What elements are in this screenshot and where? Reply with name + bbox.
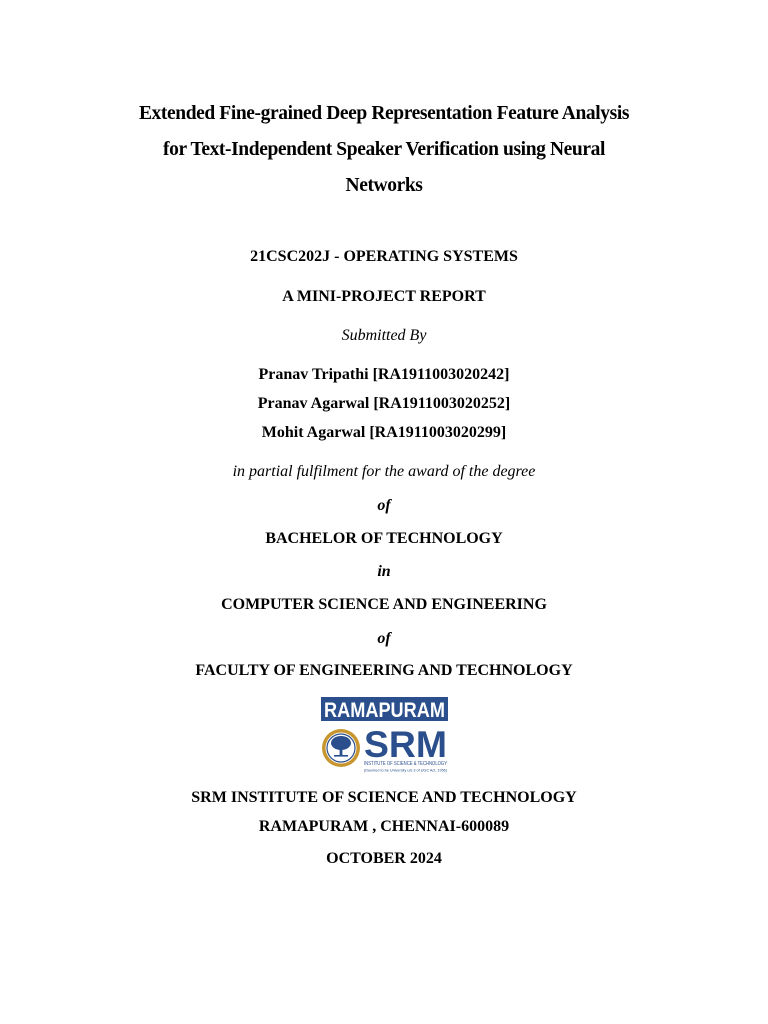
logo-banner-text: RAMAPURAM [324, 699, 445, 722]
of-word-1: of [377, 497, 391, 514]
title-line-2: for Text-Independent Speaker Verification using Neural [163, 139, 605, 160]
srm-logo-graphic [321, 697, 448, 775]
department-name: COMPUTER SCIENCE AND ENGINEERING [221, 596, 547, 613]
course-code: 21CSC202J - OPERATING SYSTEMS [250, 248, 518, 265]
author-3: Mohit Agarwal [RA1911003020299] [261, 424, 507, 441]
submitted-by: Submitted By [341, 327, 427, 344]
degree-name: BACHELOR OF TECHNOLOGY [265, 530, 503, 547]
title-line-3: Networks [345, 175, 423, 196]
degree-intro: in partial fulfilment for the award of the degree [232, 463, 536, 480]
logo-subtitle: INSTITUTE OF SCIENCE & TECHNOLOGY [364, 761, 448, 767]
title-line-1: Extended Fine-grained Deep Representation Feature Analysis [138, 103, 630, 124]
logo-tagline: (Deemed to be University u/s 3 of UGC Act, 1956) [364, 767, 448, 773]
srm-ramapuram-logo [321, 697, 448, 775]
author-1: Pranav Tripathi [RA1911003020242] [258, 366, 510, 383]
faculty-name: FACULTY OF ENGINEERING AND TECHNOLOGY [195, 662, 573, 679]
institution-address: RAMAPURAM , CHENNAI-600089 [258, 818, 510, 835]
of-word-2: of [377, 630, 391, 647]
logo-srm-text: SRM [364, 724, 447, 765]
report-date: OCTOBER 2024 [326, 850, 442, 867]
report-type: A MINI-PROJECT REPORT [282, 288, 486, 305]
in-word: in [377, 563, 391, 580]
author-2: Pranav Agarwal [RA1911003020252] [257, 395, 511, 412]
institution-name: SRM INSTITUTE OF SCIENCE AND TECHNOLOGY [191, 789, 577, 806]
